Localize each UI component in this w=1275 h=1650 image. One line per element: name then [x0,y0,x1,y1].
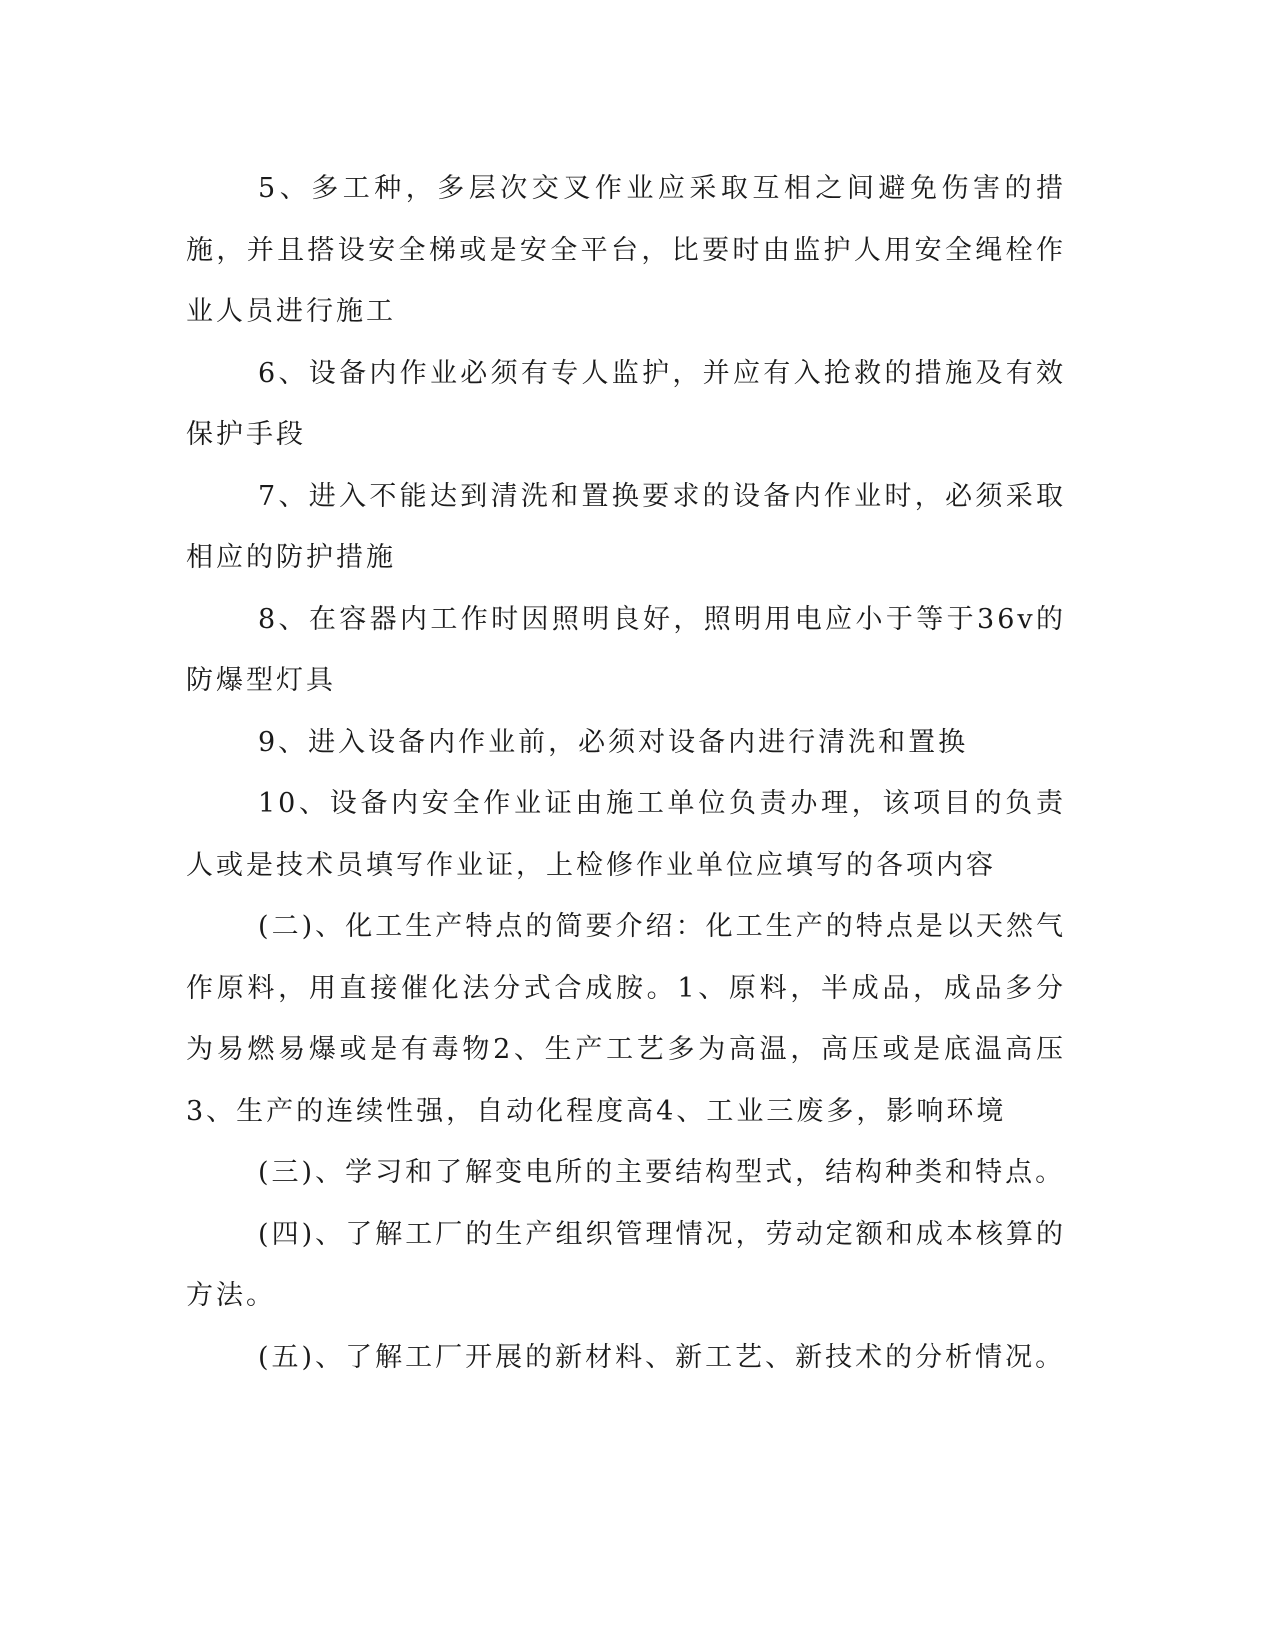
paragraph-section-2: (二)、化工生产特点的简要介绍：化工生产的特点是以天然气作原料，用直接催化法分式合成胺。1、原料，半成品，成品多分为易燃易爆或是有毒物2、生产工艺多为高温，高压或是底温高压3、生产的连续性强，自动化程度高4、工业三废多，影响环境 [186,911,1066,1127]
paragraph-item-10: 10、设备内安全作业证由施工单位负责办理，该项目的负责人或是技术员填写作业证，上检修作业单位应填写的各项内容 [186,788,1066,881]
document-body [186,158,1066,1388]
paragraph-item-5: 5、多工种，多层次交叉作业应采取互相之间避免伤害的措施，并且搭设安全梯或是安全平台，比要时由监护人用安全绳栓作业人员进行施工 [186,173,1066,327]
paragraph-section-5: (五)、了解工厂开展的新材料、新工艺、新技术的分析情况。 [258,1341,1066,1373]
paragraph-item-6: 6、设备内作业必须有专人监护，并应有入抢救的措施及有效保护手段 [186,357,1066,450]
paragraph-item-7: 7、进入不能达到清洗和置换要求的设备内作业时，必须采取相应的防护措施 [186,480,1066,573]
paragraph-item-9: 9、进入设备内作业前，必须对设备内进行清洗和置换 [258,726,969,758]
paragraph-section-4: (四)、了解工厂的生产组织管理情况，劳动定额和成本核算的方法。 [186,1218,1066,1311]
paragraph-section-3: (三)、学习和了解变电所的主要结构型式，结构种类和特点。 [258,1157,1066,1188]
paragraph-item-8: 8、在容器内工作时因照明良好，照明用电应小于等于36v的防爆型灯具 [186,603,1066,696]
